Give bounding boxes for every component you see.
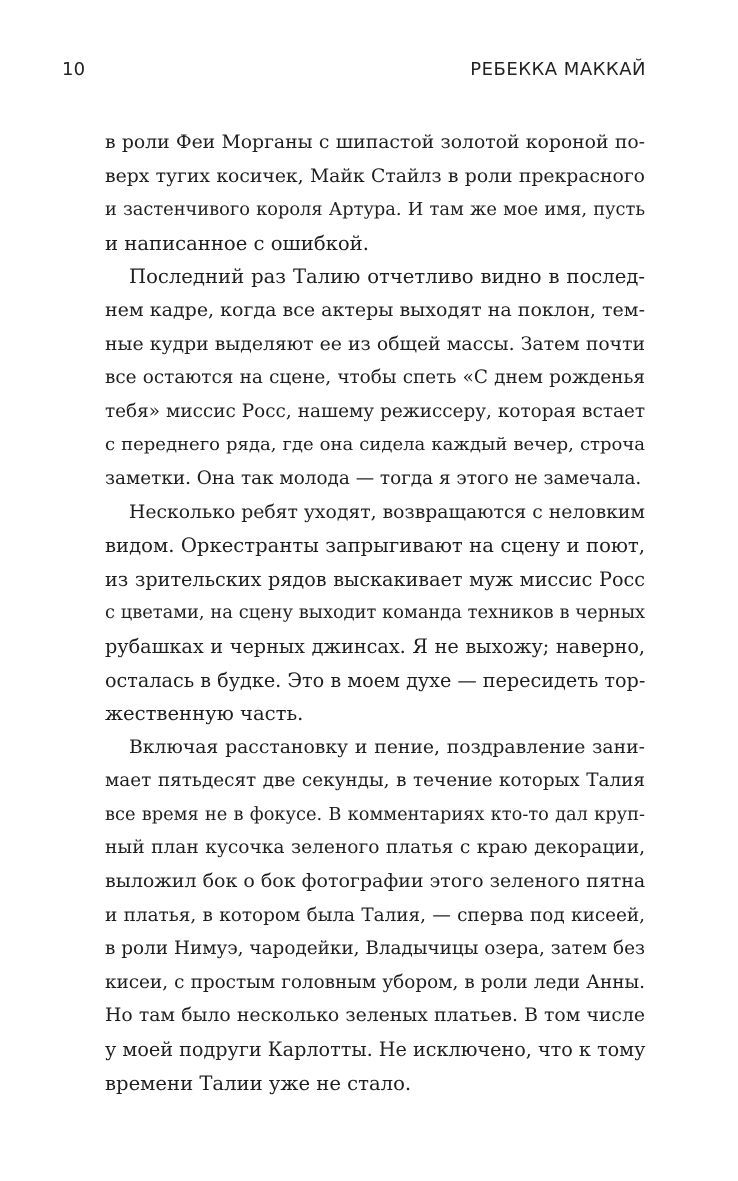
text-line: выложил бок о бок фотографии этого зеленого пятна [105,870,646,893]
text-line: ные кудри выделяют ее из общей массы. Затем почти [105,333,645,355]
text-line: Последний раз Талию отчетливо видно в послед- [129,265,645,289]
text-line: нем кадре, когда все актеры выходят на поклон, тем- [105,298,645,321]
text-line: заметки. Она так молода — тогда я этого не замечала. [105,467,642,489]
text-line: верх тугих косичек, Майк Стайлз в роли прекрасного [105,165,645,187]
text-line: Несколько ребят уходят, возвращаются с неловким [129,501,646,523]
author-name: РЕБЕККА МАККАЙ [470,59,646,80]
running-head [62,59,646,85]
page-number: 10 [62,59,86,80]
text-line: Но там было несколько зеленых платьев. В том числе [105,1005,645,1027]
text-line: из зрительских рядов выскакивает муж миссис Росс [105,567,645,591]
text-line: кисеи, с простым головным убором, в роли леди Анны. [105,971,645,993]
text-line: тебя» миссис Росс, нашему режиссеру, которая встает [105,400,645,422]
text-line: времени Талии уже не стало. [105,1071,412,1095]
text-line: у моей подруги Карлотты. Не исключено, что к тому [105,1038,646,1062]
text-line: в роли Феи Морганы с шипастой золотой короной по- [105,132,645,153]
text-line: мает пятьдесят две секунды, в течение которых Талия [105,770,645,792]
text-line: и застенчивого короля Артура. И там же мое имя, пусть [105,199,645,221]
text-line: ный план кусочка зеленого платья с краю декорации, [105,837,645,859]
paragraph [105,260,645,495]
text-line: все остаются на сцене, чтобы спеть «С днем рожденья [105,367,645,389]
text-line: все время не в фокусе. В комментариях кто-то дал круп- [105,803,645,825]
paragraph [105,126,645,260]
paragraph [105,496,645,731]
body-text [105,126,645,1100]
text-line: рубашках и черных джинсах. Я не выхожу; наверно, [105,634,645,658]
text-line: с цветами, на сцену выходит команда техников в черных [105,602,645,624]
text-line: Включая расстановку и пение, поздравление зани- [129,736,645,758]
text-line: жественную часть. [105,702,304,726]
text-line: и платья, в котором была Талия, — сперва под кисеей, [105,904,645,926]
paragraph [105,731,645,1101]
text-line: с переднего ряда, где она сидела каждый вечер, строча [105,434,645,456]
text-line: видом. Оркестранты запрыгивают на сцену и поют, [105,534,645,558]
text-line: в роли Нимуэ, чародейки, Владычицы озера, затем без [105,938,645,960]
text-line: осталась в будке. Это в моем духе — пересидеть тор- [105,668,646,692]
text-line: и написанное с ошибкой. [105,231,369,255]
